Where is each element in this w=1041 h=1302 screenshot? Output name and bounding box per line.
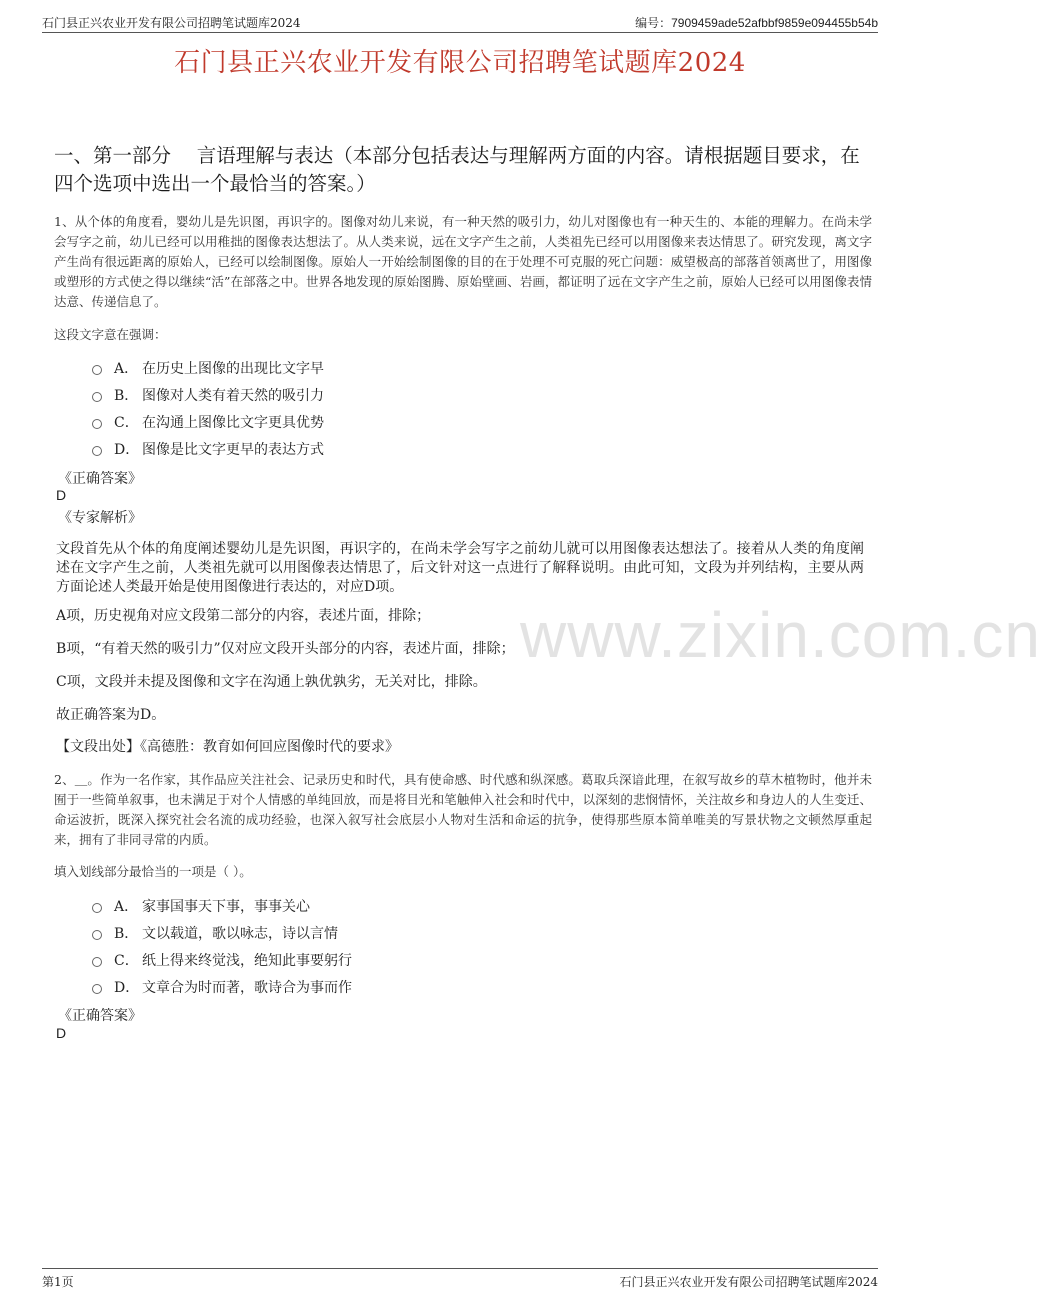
radio-button-icon[interactable] — [92, 419, 102, 429]
q1-analysis-label: 《专家解析》 — [58, 510, 142, 526]
radio-button-icon[interactable] — [92, 930, 102, 940]
option-letter: D． — [114, 442, 140, 458]
option-text: 在沟通上图像比文字更具优势 — [142, 415, 324, 431]
option-letter: C． — [114, 953, 139, 969]
question-1-prompt: 这段文字意在强调： — [54, 327, 167, 342]
option-letter: A． — [114, 361, 139, 377]
option-letter: B． — [114, 388, 139, 404]
question-2-text: 2、＿。作为一名作家，其作品应关注社会、记录历史和时代，具有使命感、时代感和纵深感。葛取兵深谙此理，在叙写故乡的草木植物时，他并未囿于一些简单叙事，也未满足于对个人情感的单纯回放，而是将目光和笔触伸入社会和时代中，以深刻的悲悯情怀，关注故乡和身边人的人生变迁、命运波折，既深入探究社会名流的成功经验，也深入叙写社会底层小人物对生活和命运的抗争，使得那些原本简单唯美的写景状物之文顿然厚重起来，拥有了非同寻常的内质。 — [54, 772, 872, 847]
radio-button-icon[interactable] — [92, 903, 102, 913]
radio-button-icon[interactable] — [92, 984, 102, 994]
radio-button-icon[interactable] — [92, 392, 102, 402]
radio-button-icon[interactable] — [92, 957, 102, 967]
option-text: 图像对人类有着天然的吸引力 — [142, 388, 324, 404]
option-text: 文章合为时而著，歌诗合为事而作 — [142, 980, 352, 996]
watermark: www.zixin.com.cn — [520, 599, 1041, 671]
question-1-text: 1、从个体的角度看，婴幼儿是先识图，再识字的。图像对幼儿来说，有一种天然的吸引力，幼儿对图像也有一种天生的、本能的理解力。在尚未学会写字之前，幼儿已经可以用稚拙的图像表达想法了。从人类来说，远在文字产生之前，人类祖先已经可以用图像来表达情思了。研究发现，离文字产生尚有很远距离的原始人，已经可以绘制图像。原始人一开始绘制图像的目的在于处理不可克服的死亡问题：威望极高的部落首领离世了，用图像或塑形的方式使之得以继续“活”在部落之中。世界各地发现的原始图腾、原始壁画、岩画，都证明了远在文字产生之前，原始人已经可以用图像表情达意、传递信息了。 — [54, 214, 872, 309]
radio-button-icon[interactable] — [92, 365, 102, 375]
radio-button-icon[interactable] — [92, 446, 102, 456]
option-text: 文以载道，歌以咏志，诗以言情 — [142, 926, 338, 942]
q1-analysis-paragraph: 文段首先从个体的角度阐述婴幼儿是先识图，再识字的，在尚未学会写字之前幼儿就可以用图像表达想法了。接着从人类的角度阐述在文字产生之前，人类祖先就可以用图像表达情思了，后文针对这一点进行了解释说明。由此可知，文段为并列结构，主要从两方面论述人类最开始是使用图像进行表达的，对应D项。 — [56, 541, 864, 595]
q1-answer: D — [56, 487, 67, 503]
page-number: 第1页 — [42, 1275, 74, 1289]
q1-answer-label: 《正确答案》 — [58, 471, 142, 487]
option-text: 图像是比文字更早的表达方式 — [142, 442, 324, 458]
q1-analysis-paragraph: C项，文段并未提及图像和文字在沟通上孰优孰劣，无关对比，排除。 — [56, 674, 487, 690]
header-doc-number: 编号：7909459ade52afbbf9859e094455b54b — [635, 16, 878, 30]
option-letter: D． — [114, 980, 140, 996]
q2-answer-label: 《正确答案》 — [58, 1008, 142, 1024]
option-text: 家事国事天下事，事事关心 — [142, 899, 310, 915]
option-letter: A． — [114, 899, 139, 915]
option-text: 在历史上图像的出现比文字早 — [142, 361, 324, 377]
option-letter: C． — [114, 415, 139, 431]
document-title: 石门县正兴农业开发有限公司招聘笔试题库2024 — [174, 48, 746, 78]
q1-source: 【文段出处】《高德胜：教育如何回应图像时代的要求》 — [56, 739, 399, 755]
page-footer — [42, 1268, 878, 1289]
section-heading: 一、第一部分 言语理解与表达（本部分包括表达与理解两方面的内容。请根据题目要求，在四个选项中选出一个最恰当的答案。） — [54, 144, 860, 195]
option-text: 纸上得来终觉浅，绝知此事要躬行 — [142, 953, 352, 969]
page-header — [42, 14, 878, 33]
option-letter: B． — [114, 926, 139, 942]
header-doc-name: 石门县正兴农业开发有限公司招聘笔试题库2024 — [42, 16, 301, 30]
q1-analysis-paragraph: B项，“有着天然的吸引力”仅对应文段开头部分的内容，表述片面，排除； — [56, 641, 515, 657]
question-2-prompt: 填入划线部分最恰当的一项是（ ）。 — [54, 864, 252, 879]
q1-analysis-paragraph: 故正确答案为D。 — [56, 707, 166, 723]
q1-analysis-paragraph: A项，历史视角对应文段第二部分的内容，表述片面，排除； — [56, 608, 431, 624]
q2-answer: D — [56, 1025, 67, 1041]
footer-doc-name: 石门县正兴农业开发有限公司招聘笔试题库2024 — [619, 1275, 878, 1289]
